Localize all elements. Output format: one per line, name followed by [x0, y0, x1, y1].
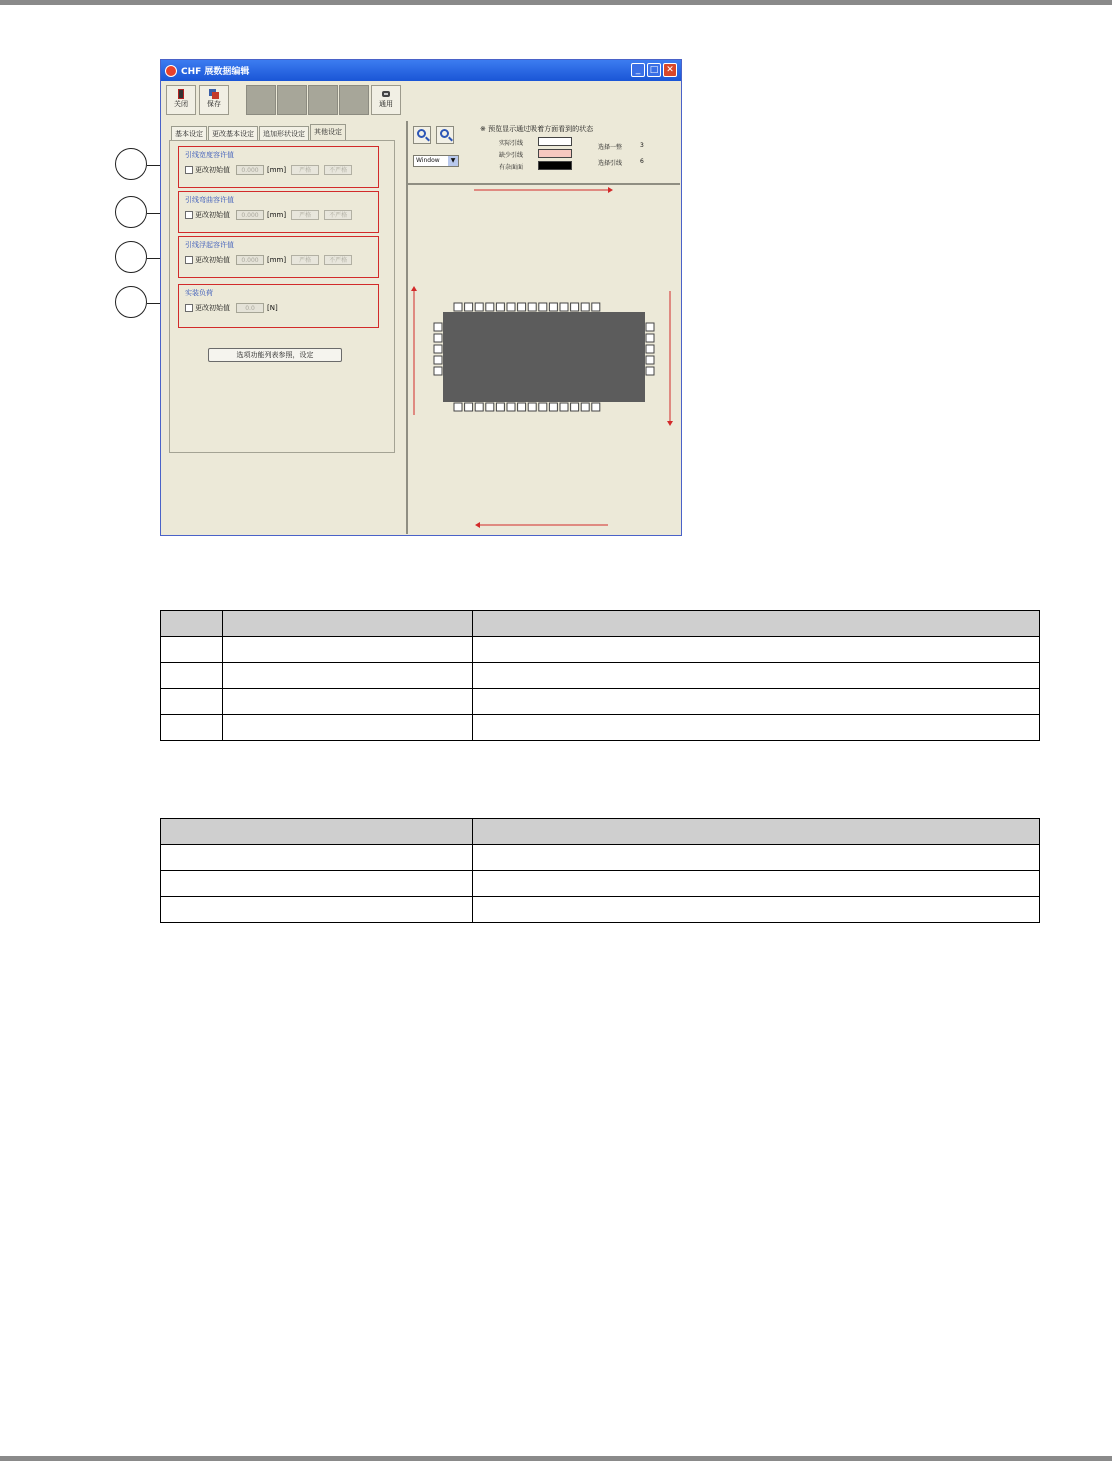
- change-initial-checkbox[interactable]: [185, 256, 193, 264]
- toolbar-disabled-button-1: [246, 85, 276, 115]
- save-button[interactable]: 保存: [199, 85, 229, 115]
- table-header-cell: [161, 819, 473, 845]
- tab-other-settings[interactable]: 其他设定: [310, 124, 346, 140]
- direction-arrow-top-head: [608, 187, 613, 193]
- toolbar-disabled-button-2: [277, 85, 307, 115]
- table-header-cell: [161, 611, 223, 637]
- view-mode-select[interactable]: Window ▼: [413, 155, 459, 167]
- tab-strip: [171, 126, 347, 140]
- lead-pad-left: [434, 356, 442, 364]
- legend-swatch-actual-lead: [538, 137, 572, 146]
- lead-pad-top: [560, 303, 568, 311]
- tab-basic-settings[interactable]: 基本设定: [171, 126, 207, 141]
- lead-pad-bottom: [454, 403, 462, 411]
- option-function-list-button[interactable]: 选项功能列表参照，设定: [208, 348, 342, 362]
- tolerance-input[interactable]: 0.000: [236, 165, 264, 175]
- tolerance-input[interactable]: 0.000: [236, 255, 264, 265]
- tab-additional-shape-settings[interactable]: 追加形状设定: [259, 126, 309, 141]
- preview-panel: [406, 121, 680, 534]
- lead-pad-bottom: [528, 403, 536, 411]
- lead-pad-top: [539, 303, 547, 311]
- group-title: 引线浮起容许值: [185, 241, 234, 249]
- checkbox-label: 更改初始值: [195, 304, 230, 312]
- lead-pad-bottom: [592, 403, 600, 411]
- preview-note: ※ 预览显示通过吸着方面看到的状态: [480, 125, 594, 133]
- strict-button[interactable]: 严格: [291, 255, 319, 265]
- qfp-component: [434, 303, 654, 411]
- table-header-row: [161, 611, 1040, 637]
- table-row: [161, 637, 1040, 663]
- tab-change-basic-settings[interactable]: 更改基本设定: [208, 126, 258, 141]
- lead-pad-top: [454, 303, 462, 311]
- lead-pad-top: [496, 303, 504, 311]
- select-all-label: 选择一整: [598, 144, 623, 151]
- strict-button[interactable]: 严格: [291, 165, 319, 175]
- loose-button[interactable]: 不严格: [324, 255, 352, 265]
- legend-label-actual-lead: 实际引线: [499, 140, 524, 147]
- change-initial-checkbox[interactable]: [185, 211, 193, 219]
- chevron-down-icon: ▼: [448, 156, 458, 166]
- lead-pad-bottom: [581, 403, 589, 411]
- minimize-button[interactable]: _: [631, 63, 645, 77]
- callout-3: [115, 241, 147, 273]
- table-row: [161, 871, 1040, 897]
- legend-label-missing-lead: 缺少引线: [499, 152, 524, 159]
- tolerance-input[interactable]: 0.000: [236, 210, 264, 220]
- change-initial-checkbox[interactable]: [185, 304, 193, 312]
- unit-label: [N]: [267, 304, 278, 312]
- lead-pad-left: [434, 323, 442, 331]
- data-edit-window: [160, 59, 682, 536]
- lead-pad-top: [592, 303, 600, 311]
- lead-pad-left: [434, 367, 442, 375]
- component-preview-canvas[interactable]: [408, 183, 680, 534]
- toolbar: [164, 83, 678, 117]
- table-row: [161, 663, 1040, 689]
- load-input[interactable]: 0.0: [236, 303, 264, 313]
- legend-swatch-missing-lead: [538, 149, 572, 158]
- lead-pad-top: [528, 303, 536, 311]
- checkbox-label: 更改初始值: [195, 211, 230, 219]
- callout-2: [115, 196, 147, 228]
- lead-float-tolerance-group: [178, 236, 379, 278]
- table-header-cell: [473, 819, 1040, 845]
- lead-pad-top: [549, 303, 557, 311]
- description-table-1: [160, 610, 1040, 741]
- unit-label: [mm]: [267, 166, 287, 174]
- lead-pad-top: [465, 303, 473, 311]
- lead-pad-right: [646, 334, 654, 342]
- lead-bend-tolerance-group: [178, 191, 379, 233]
- change-initial-checkbox[interactable]: [185, 166, 193, 174]
- close-door-icon: [176, 89, 186, 99]
- lead-pad-top: [518, 303, 526, 311]
- table-header-cell: [223, 611, 473, 637]
- callout-4: [115, 286, 147, 318]
- lead-pad-right: [646, 367, 654, 375]
- zoom-out-button[interactable]: [413, 126, 431, 144]
- lead-pad-top: [507, 303, 515, 311]
- group-title: 引线宽度容许值: [185, 151, 234, 159]
- lead-pad-bottom: [465, 403, 473, 411]
- toolbar-disabled-button-3: [308, 85, 338, 115]
- mount-load-group: [178, 284, 379, 328]
- unit-label: [mm]: [267, 211, 287, 219]
- save-icon: [209, 89, 219, 99]
- select-lead-value: 6: [640, 158, 644, 165]
- group-title: 实装负荷: [185, 289, 213, 297]
- lead-pad-right: [646, 356, 654, 364]
- description-table-2: [160, 818, 1040, 923]
- legend-label-body: 有杂面面: [499, 164, 524, 171]
- close-window-button[interactable]: ✕: [663, 63, 677, 77]
- title-bar[interactable]: [161, 60, 681, 81]
- table-row: [161, 845, 1040, 871]
- lead-pad-left: [434, 334, 442, 342]
- lead-pad-bottom: [571, 403, 579, 411]
- toolbar-disabled-button-4: [339, 85, 369, 115]
- lead-pad-top: [571, 303, 579, 311]
- table-row: [161, 897, 1040, 923]
- callout-1: [115, 148, 147, 180]
- unit-label: [mm]: [267, 256, 287, 264]
- lead-pad-left: [434, 345, 442, 353]
- loose-button[interactable]: 不严格: [324, 210, 352, 220]
- checkbox-label: 更改初始值: [195, 166, 230, 174]
- common-icon: [381, 89, 391, 99]
- component-body: [443, 312, 645, 402]
- lead-pad-bottom: [486, 403, 494, 411]
- lead-pad-bottom: [496, 403, 504, 411]
- lead-width-tolerance-group: [178, 146, 379, 188]
- lead-pad-bottom: [549, 403, 557, 411]
- table-row: [161, 715, 1040, 741]
- lead-pad-top: [475, 303, 483, 311]
- select-lead-label: 选择引线: [598, 160, 623, 167]
- table-row: [161, 689, 1040, 715]
- component-preview-svg: [408, 185, 680, 534]
- close-button[interactable]: 关闭: [166, 85, 196, 115]
- maximize-button[interactable]: □: [647, 63, 661, 77]
- legend-swatch-body: [538, 161, 572, 170]
- strict-button[interactable]: 严格: [291, 210, 319, 220]
- app-icon: [165, 65, 177, 77]
- direction-arrow-bottom-head: [475, 522, 480, 528]
- group-title: 引线弯曲容许值: [185, 196, 234, 204]
- zoom-in-button[interactable]: [436, 126, 454, 144]
- lead-pad-top: [581, 303, 589, 311]
- window-title: CHF 展数据编辑: [181, 67, 250, 77]
- checkbox-label: 更改初始值: [195, 256, 230, 264]
- loose-button[interactable]: 不严格: [324, 165, 352, 175]
- lead-pad-bottom: [539, 403, 547, 411]
- lead-pad-top: [486, 303, 494, 311]
- common-button[interactable]: 通用: [371, 85, 401, 115]
- table-header-cell: [473, 611, 1040, 637]
- lead-pad-right: [646, 323, 654, 331]
- lead-pad-bottom: [518, 403, 526, 411]
- page-bottom-rule: [0, 1456, 1112, 1461]
- select-all-value: 3: [640, 142, 644, 149]
- direction-arrow-left-head: [411, 286, 417, 291]
- table-header-row: [161, 819, 1040, 845]
- lead-pad-right: [646, 345, 654, 353]
- lead-pad-bottom: [507, 403, 515, 411]
- lead-pad-bottom: [475, 403, 483, 411]
- lead-pad-bottom: [560, 403, 568, 411]
- page-top-rule: [0, 0, 1112, 5]
- direction-arrow-right-head: [667, 421, 673, 426]
